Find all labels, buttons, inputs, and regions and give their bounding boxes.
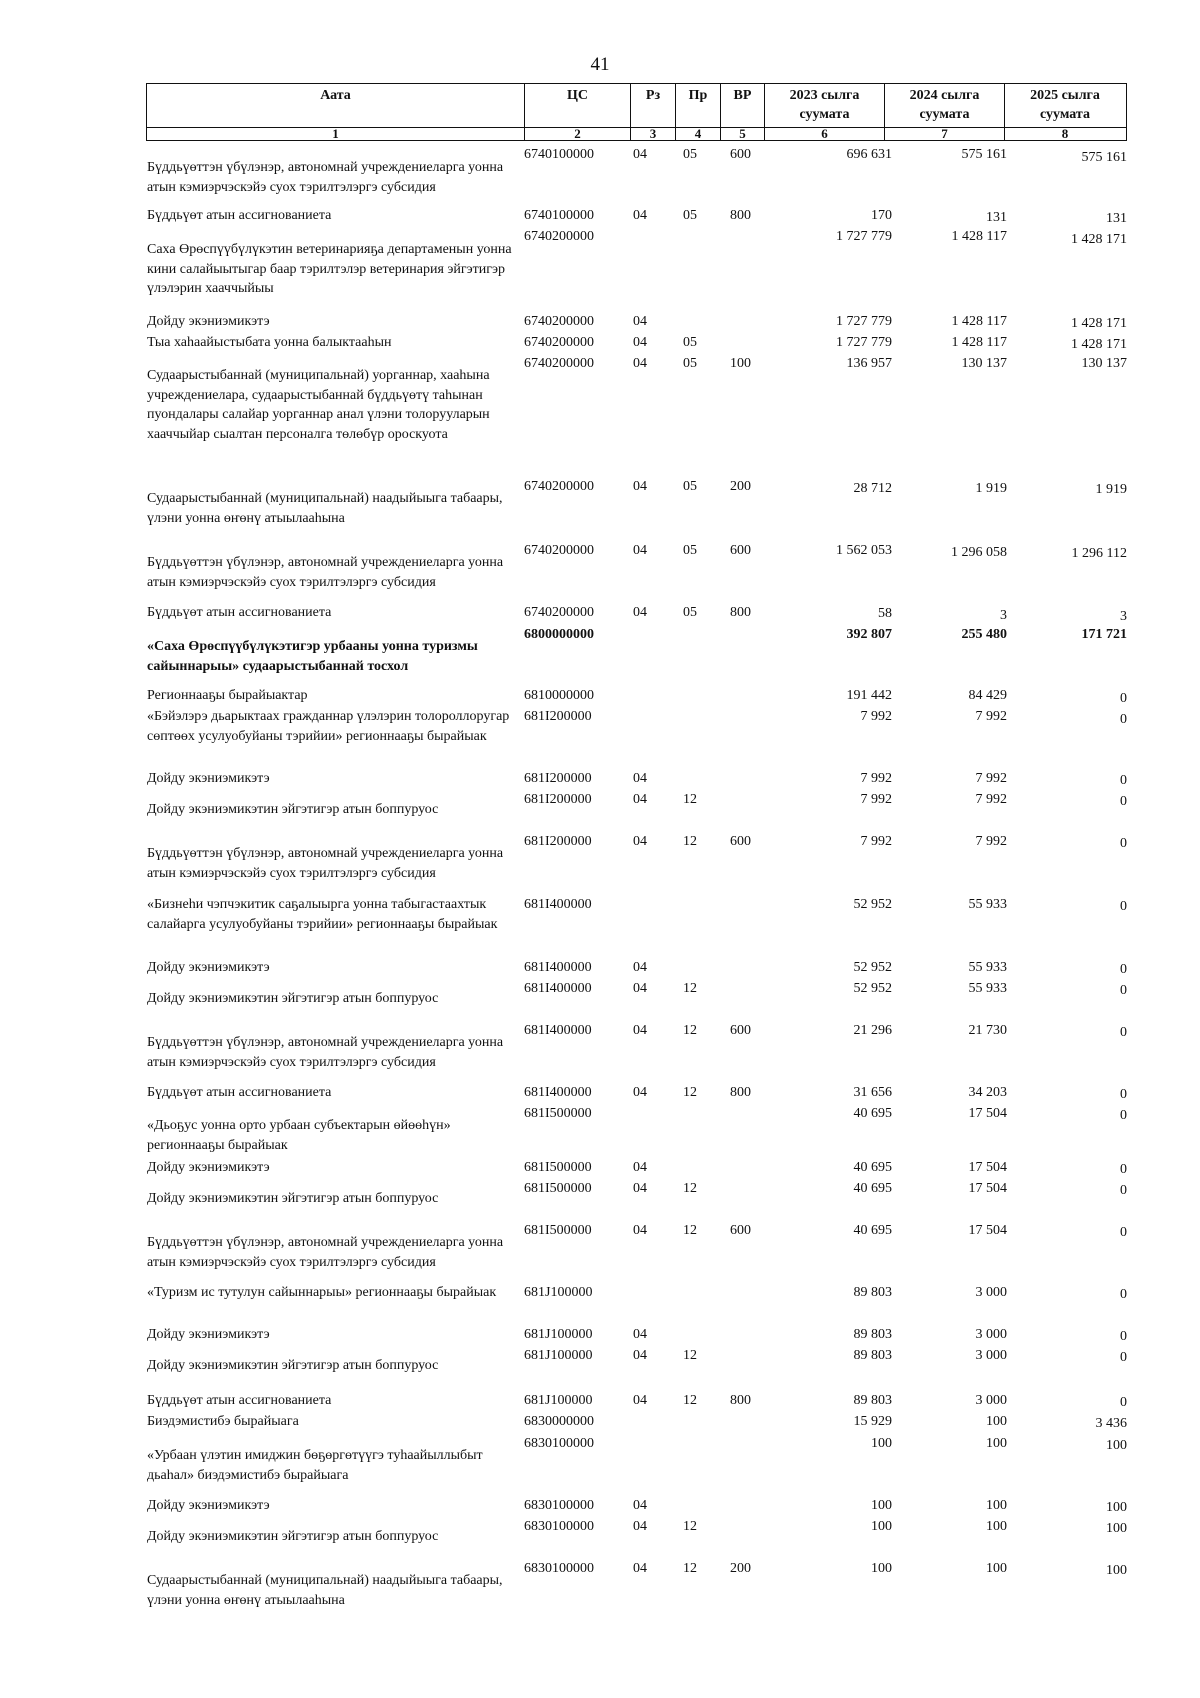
row-2025: 100 [1106,1438,1127,1453]
row-2024: 131 [986,210,1007,225]
row-2023: 136 957 [846,356,892,371]
row-cs: 681I400000 [524,981,592,996]
row-2025: 0 [1120,1162,1127,1177]
row-2024: 55 933 [968,897,1007,912]
row-cs: 681I400000 [524,1085,592,1100]
row-cs: 681I400000 [524,897,592,912]
header-col-2023: 2023 сылга суумата [765,84,885,140]
row-2025: 0 [1120,794,1127,809]
row-name: Бүддьүөт атын ассигнованиета [147,1393,332,1408]
row-2023: 52 952 [853,897,892,912]
row-2023: 1 562 053 [836,543,892,558]
row-rz: 04 [633,1498,647,1513]
row-2024: 1 428 117 [951,335,1007,350]
row-cs: 681I400000 [524,960,592,975]
row-2024: 17 504 [968,1223,1007,1238]
row-rz: 04 [633,792,647,807]
row-name: Дойду экэниэмикэтэ [147,771,270,786]
row-2025: 0 [1120,1183,1127,1198]
row-cs: 681I400000 [524,1023,592,1038]
row-cs: 681I200000 [524,834,592,849]
header-col-pr: Пр [676,84,721,140]
row-2023: 40 695 [853,1181,892,1196]
row-rz: 04 [633,605,647,620]
row-rz: 04 [633,1327,647,1342]
row-2024: 100 [986,1519,1007,1534]
row-name: Дойду экэниэмикэтэ [147,960,270,975]
row-2024: 3 000 [975,1393,1007,1408]
row-name: Биэдэмистибэ бырайыага [147,1414,299,1429]
row-2023: 58 [878,606,892,621]
row-pr: 12 [683,1348,697,1363]
row-2025: 0 [1120,1329,1127,1344]
row-name: Судаарыстыбаннай (муниципальнай) наадыйыыга табаары, үлэни уонна өҥөнү атыылааһына [147,491,503,526]
row-2024: 17 504 [968,1106,1007,1121]
table-header [146,83,1127,141]
row-2023: 21 296 [853,1023,892,1038]
row-2025: 0 [1120,1087,1127,1102]
header-num: 3 [631,127,676,141]
row-name: Бүддьүөттэн үбүлэнэр, автономнай учреждениеларга уонна атын кэмиэрчэскэйэ суох тэрилтэлэргэ субсидия [147,555,504,590]
row-2023: 696 631 [846,147,892,162]
row-2024: 55 933 [968,981,1007,996]
row-rz: 04 [633,1561,647,1576]
page-number: 41 [590,54,610,75]
row-name: Дойду экэниэмикэтин эйгэтигэр атын боппуруос [147,1191,439,1206]
row-pr: 12 [683,981,697,996]
row-2024: 84 429 [968,688,1007,703]
row-name: «Бизнеһи чэпчэкитик саҕалыырга уонна табыгастаахтык салайарга усулуобуйаны тэрийии» регионнааҕы бырайыак [147,897,498,932]
row-vr: 800 [730,1393,751,1408]
row-2025: 131 [1106,211,1127,226]
row-vr: 800 [730,1085,751,1100]
row-2025: 0 [1120,1225,1127,1240]
row-name: «Саха Өрөспүүбүлүкэтигэр урбааны уонна туризмы сайыннарыы» судаарыстыбаннай тосхол [147,639,478,674]
row-cs: 6740200000 [524,314,594,329]
row-cs: 6830100000 [524,1498,594,1513]
row-2025: 1 428 171 [1071,232,1127,247]
row-2023: 1 727 779 [836,314,892,329]
row-cs: 681J100000 [524,1327,593,1342]
row-2023: 7 992 [860,792,892,807]
row-rz: 04 [633,981,647,996]
row-2024: 34 203 [968,1085,1007,1100]
row-2023: 89 803 [853,1348,892,1363]
row-pr: 12 [683,1023,697,1038]
row-rz: 04 [633,1223,647,1238]
header-col-cs: ЦС [525,84,631,140]
row-name: Дойду экэниэмикэтэ [147,1498,270,1513]
header-num: 2 [525,127,631,141]
header-num: 5 [721,127,765,141]
row-cs: 6800000000 [524,627,594,642]
row-name: Тыа хаһаайыстыбата уонна балыктааһын [147,335,392,350]
row-name: Дойду экэниэмикэтин эйгэтигэр атын боппуруос [147,1358,439,1373]
row-pr: 05 [683,208,697,223]
row-2024: 1 919 [975,481,1007,496]
row-2023: 392 807 [846,627,892,642]
row-rz: 04 [633,1348,647,1363]
row-cs: 681J100000 [524,1348,593,1363]
row-2025: 100 [1106,1500,1127,1515]
row-2023: 1 727 779 [836,229,892,244]
row-name: «Дьоҕус уонна орто урбаан субъектарын өйөөһүн» регионнааҕы бырайыак [147,1118,451,1153]
row-2023: 100 [871,1561,892,1576]
row-2023: 7 992 [860,771,892,786]
row-vr: 600 [730,1023,751,1038]
row-2024: 3 000 [975,1285,1007,1300]
row-2023: 40 695 [853,1223,892,1238]
row-vr: 600 [730,147,751,162]
row-name: Саха Өрөспүүбүлүкэтин ветеринарияҕа департаменын уонна кини салайыытыгар баар тэрилтэлэр ветеринария эйгэтигэр үлэлэрин хааччыйыы [147,242,512,296]
row-cs: 681I500000 [524,1181,592,1196]
row-vr: 600 [730,1223,751,1238]
row-name: Бүддьүөттэн үбүлэнэр, автономнай учреждениеларга уонна атын кэмиэрчэскэйэ суох тэрилтэлэргэ субсидия [147,160,504,195]
row-rz: 04 [633,335,647,350]
row-2025: 1 428 171 [1071,316,1127,331]
row-2024: 55 933 [968,960,1007,975]
row-rz: 04 [633,771,647,786]
header-col-rz: Рз [631,84,676,140]
row-2023: 1 727 779 [836,335,892,350]
row-2025: 1 428 171 [1071,337,1127,352]
row-2023: 7 992 [860,834,892,849]
row-cs: 6740100000 [524,147,594,162]
header-column-numbers [147,127,1126,142]
row-rz: 04 [633,356,647,371]
row-2024: 130 137 [961,356,1007,371]
row-cs: 6740200000 [524,605,594,620]
row-2024: 100 [986,1561,1007,1576]
row-pr: 05 [683,543,697,558]
row-2024: 3 [1000,608,1007,623]
row-2024: 7 992 [975,709,1007,724]
row-name: «Туризм ис тутулун сайыннарыы» регионнааҕы бырайыак [147,1285,497,1300]
row-pr: 05 [683,147,697,162]
row-2024: 17 504 [968,1160,1007,1175]
row-rz: 04 [633,1393,647,1408]
row-cs: 681J100000 [524,1285,593,1300]
row-rz: 04 [633,1519,647,1534]
row-rz: 04 [633,1181,647,1196]
row-2025: 171 721 [1081,627,1127,642]
row-2025: 0 [1120,1108,1127,1123]
row-2025: 100 [1106,1563,1127,1578]
row-2025: 0 [1120,1025,1127,1040]
row-name: Дойду экэниэмикэтин эйгэтигэр атын боппуруос [147,802,439,817]
row-name: Бүддьүөттэн үбүлэнэр, автономнай учреждениеларга уонна атын кэмиэрчэскэйэ суох тэрилтэлэргэ субсидия [147,1035,504,1070]
row-name: Бүддьүөттэн үбүлэнэр, автономнай учреждениеларга уонна атын кэмиэрчэскэйэ суох тэрилтэлэргэ субсидия [147,846,504,881]
row-2024: 1 428 117 [951,314,1007,329]
row-pr: 05 [683,356,697,371]
row-name: Бүддьүөттэн үбүлэнэр, автономнай учреждениеларга уонна атын кэмиэрчэскэйэ суох тэрилтэлэргэ субсидия [147,1235,504,1270]
row-vr: 600 [730,834,751,849]
row-2023: 170 [871,208,892,223]
row-pr: 05 [683,335,697,350]
row-2023: 89 803 [853,1327,892,1342]
header-col-2025: 2025 сылга суумата [1030,88,1100,122]
row-name: Бүддьүөт атын ассигнованиета [147,208,332,223]
row-2024: 1 428 117 [951,229,1007,244]
row-2024: 3 000 [975,1348,1007,1363]
row-2024: 21 730 [968,1023,1007,1038]
row-rz: 04 [633,147,647,162]
row-pr: 12 [683,1223,697,1238]
row-2025: 575 161 [1081,150,1127,165]
header-num: 4 [676,127,721,141]
row-2024: 7 992 [975,834,1007,849]
header-num: 1 [147,127,525,141]
row-pr: 12 [683,1085,697,1100]
row-2023: 52 952 [853,981,892,996]
row-2023: 31 656 [853,1085,892,1100]
row-cs: 681I500000 [524,1160,592,1175]
row-cs: 681I200000 [524,792,592,807]
row-name: «Бэйэлэрэ дьарыктаах гражданнар үлэлэрин толороллоругар сөптөөх усулуобуйаны тэрийии» регионнааҕы бырайыак [147,709,510,744]
row-2024: 3 000 [975,1327,1007,1342]
row-2024: 7 992 [975,792,1007,807]
row-rz: 04 [633,543,647,558]
row-name: Дойду экэниэмикэтэ [147,1327,270,1342]
row-cs: 681J100000 [524,1393,593,1408]
row-pr: 12 [683,1181,697,1196]
row-cs: 681I200000 [524,771,592,786]
row-name: Судаарыстыбаннай (муниципальнай) уорганнар, хааһына учреждениелара, судаарыстыбаннай бүддьүөтү таһынан пуондалары салайар уорганнар анал үлэни толорууларын хааччыйар сыалтан персоналга төлөбүр ороскуота [147,368,490,442]
row-cs: 6810000000 [524,688,594,703]
row-2025: 0 [1120,1395,1127,1410]
row-2025: 100 [1106,1521,1127,1536]
row-2023: 89 803 [853,1393,892,1408]
row-2025: 0 [1120,983,1127,998]
row-pr: 12 [683,1561,697,1576]
row-2025: 0 [1120,836,1127,851]
row-vr: 800 [730,208,751,223]
row-2023: 100 [871,1498,892,1513]
row-cs: 681I200000 [524,709,592,724]
row-2023: 100 [871,1519,892,1534]
row-cs: 6740200000 [524,335,594,350]
row-2025: 1 296 112 [1071,546,1127,561]
row-2024: 100 [986,1414,1007,1429]
row-pr: 12 [683,1393,697,1408]
row-vr: 800 [730,605,751,620]
row-name: Дойду экэниэмикэтин эйгэтигэр атын боппуруос [147,1529,439,1544]
row-2024: 100 [986,1498,1007,1513]
row-pr: 12 [683,792,697,807]
row-cs: 6830100000 [524,1436,594,1451]
row-pr: 05 [683,605,697,620]
row-2024: 255 480 [961,627,1007,642]
row-2025: 130 137 [1081,356,1127,371]
row-2023: 100 [871,1436,892,1451]
row-2025: 0 [1120,1350,1127,1365]
row-2023: 40 695 [853,1160,892,1175]
row-rz: 04 [633,479,647,494]
row-2024: 17 504 [968,1181,1007,1196]
row-2025: 0 [1120,1287,1127,1302]
row-2024: 1 296 058 [951,545,1007,560]
row-cs: 681I500000 [524,1106,592,1121]
header-num: 6 [765,127,885,141]
row-cs: 681I500000 [524,1223,592,1238]
header-num: 8 [1061,126,1069,141]
row-2025: 1 919 [1095,482,1127,497]
row-cs: 6830100000 [524,1561,594,1576]
row-2024: 575 161 [961,147,1007,162]
row-name: Бүддьүөт атын ассигнованиета [147,605,332,620]
row-pr: 12 [683,834,697,849]
row-vr: 100 [730,356,751,371]
row-2023: 28 712 [853,481,892,496]
row-2025: 0 [1120,691,1127,706]
row-cs: 6830000000 [524,1414,594,1429]
row-name: «Урбаан үлэтин имиджин бөҕөргөтүүгэ туһаайыллыбыт дьаһал» биэдэмистибэ бырайыага [147,1448,483,1483]
row-name: Бүддьүөт атын ассигнованиета [147,1085,332,1100]
row-2023: 40 695 [853,1106,892,1121]
row-2023: 52 952 [853,960,892,975]
row-rz: 04 [633,960,647,975]
header-col-2024: 2024 сылга суумата [885,84,1005,140]
row-vr: 200 [730,1561,751,1576]
row-2025: 3 436 [1095,1416,1127,1431]
row-2023: 15 929 [853,1414,892,1429]
row-cs: 6740200000 [524,479,594,494]
row-cs: 6830100000 [524,1519,594,1534]
row-2025: 0 [1120,712,1127,727]
row-cs: 6740100000 [524,208,594,223]
row-2023: 7 992 [860,709,892,724]
row-pr: 12 [683,1519,697,1534]
row-2024: 100 [986,1436,1007,1451]
row-pr: 05 [683,479,697,494]
row-2025: 0 [1120,773,1127,788]
row-2025: 3 [1120,609,1127,624]
row-2025: 0 [1120,899,1127,914]
row-name: Регионнааҕы бырайыактар [147,688,308,703]
row-vr: 200 [730,479,751,494]
row-2023: 89 803 [853,1285,892,1300]
row-name: Дойду экэниэмикэтэ [147,314,270,329]
row-rz: 04 [633,314,647,329]
row-cs: 6740200000 [524,543,594,558]
row-2024: 7 992 [975,771,1007,786]
row-cs: 6740200000 [524,229,594,244]
row-2025: 0 [1120,962,1127,977]
row-name: Судаарыстыбаннай (муниципальнай) наадыйыыга табаары, үлэни уонна өҥөнү атыылааһына [147,1573,503,1608]
header-col-name: Аата [147,84,525,140]
row-rz: 04 [633,834,647,849]
header-col-vr: ВР [721,84,765,140]
row-name: Дойду экэниэмикэтэ [147,1160,270,1175]
row-rz: 04 [633,1085,647,1100]
header-num: 7 [885,127,1005,141]
row-vr: 600 [730,543,751,558]
row-name: Дойду экэниэмикэтин эйгэтигэр атын боппуруос [147,991,439,1006]
row-2023: 191 442 [846,688,892,703]
row-cs: 6740200000 [524,356,594,371]
row-rz: 04 [633,208,647,223]
row-rz: 04 [633,1023,647,1038]
row-rz: 04 [633,1160,647,1175]
